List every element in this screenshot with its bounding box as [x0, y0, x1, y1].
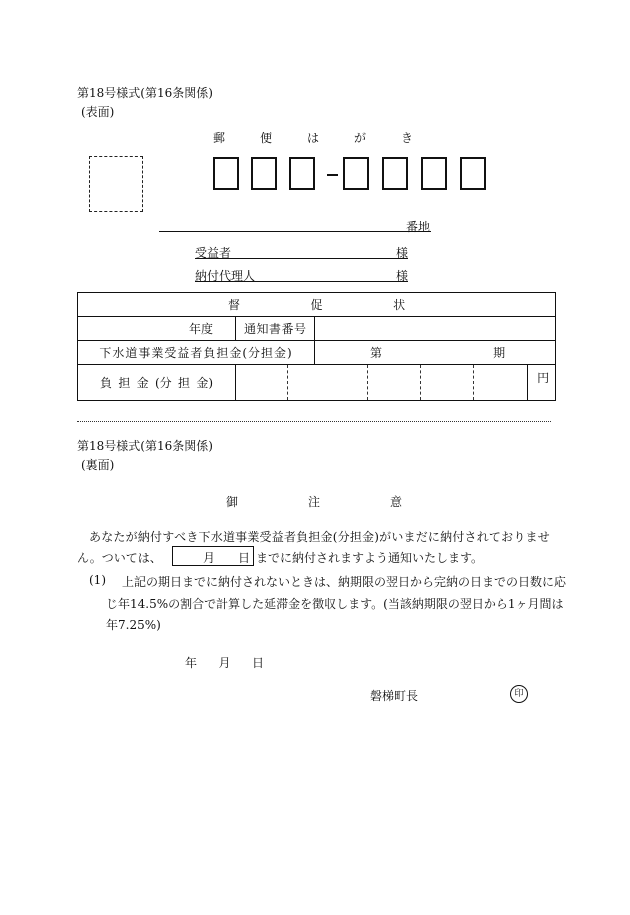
amount-label-cell [78, 365, 236, 401]
notice-title-char: 意 [389, 495, 402, 509]
address-line [159, 231, 431, 232]
notice-number-char: 番 [281, 322, 294, 336]
period-cell [315, 341, 556, 365]
amount-digit-cell [421, 365, 474, 401]
table-title-char: 促 [310, 298, 323, 312]
deadline-month: 月 [203, 551, 216, 565]
item-1-line-2: じ年14.5%の割合で計算した延滞金を徴収します。(当該納期限の翌日から1ヶ月間は [106, 597, 564, 611]
postal-code-box [421, 157, 447, 190]
issue-date-char: 月 [218, 656, 231, 670]
amount-digit-cell [368, 365, 421, 401]
deadline-day: 日 [238, 551, 251, 565]
table-title-char: 督 [228, 298, 241, 312]
notice-title [226, 493, 402, 510]
notice-number-label-cell [236, 317, 315, 341]
back-side-label: (裏面) [81, 458, 115, 472]
recipient-line [195, 258, 408, 259]
front-side-label: (表面) [81, 105, 115, 119]
notice-number-char: 知 [256, 322, 269, 336]
table-row [78, 293, 556, 317]
postal-code-box [289, 157, 315, 190]
notice-number-char: 通 [244, 322, 257, 336]
postcard-title-char: 郵 [213, 131, 226, 145]
recipient-label: 受益者 [195, 246, 232, 260]
charge-label-cell: 下水道事業受益者負担金(分担金) [78, 341, 315, 365]
issuer-name: 磐梯町長 [370, 689, 419, 703]
item-1-line-3: 年7.25%) [106, 618, 161, 632]
postcard-title-char: き [400, 131, 413, 145]
recipient-suffix: 様 [396, 246, 409, 260]
body-line-2-pre: ん。ついては、 [77, 551, 162, 565]
notice-title-char: 御 [226, 495, 239, 509]
issue-date-char: 年 [185, 656, 198, 670]
period-char: 第 [370, 346, 383, 360]
item-1-line-1: 上記の期日までに納付されないときは、納期限の翌日から完納の日までの日数に応 [122, 575, 567, 589]
table-row [78, 341, 556, 365]
agent-label: 納付代理人 [195, 269, 256, 283]
amount-label-char: 担 [177, 376, 190, 390]
body-line-1: あなたが納付すべき下水道事業受益者負担金(分担金)がいまだに納付されておりませ [89, 530, 550, 544]
year-cell: 年度 [78, 317, 236, 341]
table-title-char: 状 [393, 298, 406, 312]
stamp-area [89, 156, 143, 212]
postcard-title-char: 便 [259, 131, 272, 145]
notice-title-char: 注 [307, 495, 320, 509]
postal-code-box [343, 157, 369, 190]
postcard-title-char: は [306, 131, 319, 145]
agent-line [195, 281, 408, 282]
amount-digit-cell [288, 365, 368, 401]
agent-suffix: 様 [396, 269, 409, 283]
issue-date-char: 日 [251, 656, 264, 670]
postcard-title [213, 129, 413, 146]
amount-label-char: 金) [196, 376, 213, 390]
amount-label-char: (分 [154, 376, 172, 390]
notice-number-char: 書 [268, 322, 281, 336]
body-line-2-post: までに納付されますよう通知いたします。 [256, 551, 484, 565]
cut-line [77, 421, 551, 422]
notice-number-value-cell [315, 317, 556, 341]
postal-code-dash [327, 174, 338, 176]
address-suffix: 番地 [406, 220, 431, 234]
postal-code-box [382, 157, 408, 190]
amount-digit-cell [474, 365, 528, 401]
table-row [78, 317, 556, 341]
yen-cell: 円 [528, 365, 556, 401]
postal-code-box [460, 157, 486, 190]
amount-digit-cell [236, 365, 288, 401]
issue-date [185, 654, 264, 671]
postcard-title-char: が [353, 131, 366, 145]
amount-label-char: 負 [100, 376, 113, 390]
table-row [78, 365, 556, 401]
postal-code-box [251, 157, 277, 190]
table-title [78, 293, 556, 317]
period-char: 期 [493, 346, 506, 360]
amount-label-char: 金 [136, 376, 149, 390]
front-form-number: 第18号様式(第16条関係) [77, 86, 213, 100]
item-1-number: (1) [89, 573, 106, 587]
postal-code-box [213, 157, 239, 190]
notice-table [77, 292, 556, 401]
seal-icon: 印 [510, 685, 528, 703]
notice-number-char: 号 [293, 322, 306, 336]
back-form-number: 第18号様式(第16条関係) [77, 439, 213, 453]
amount-label-char: 担 [118, 376, 131, 390]
